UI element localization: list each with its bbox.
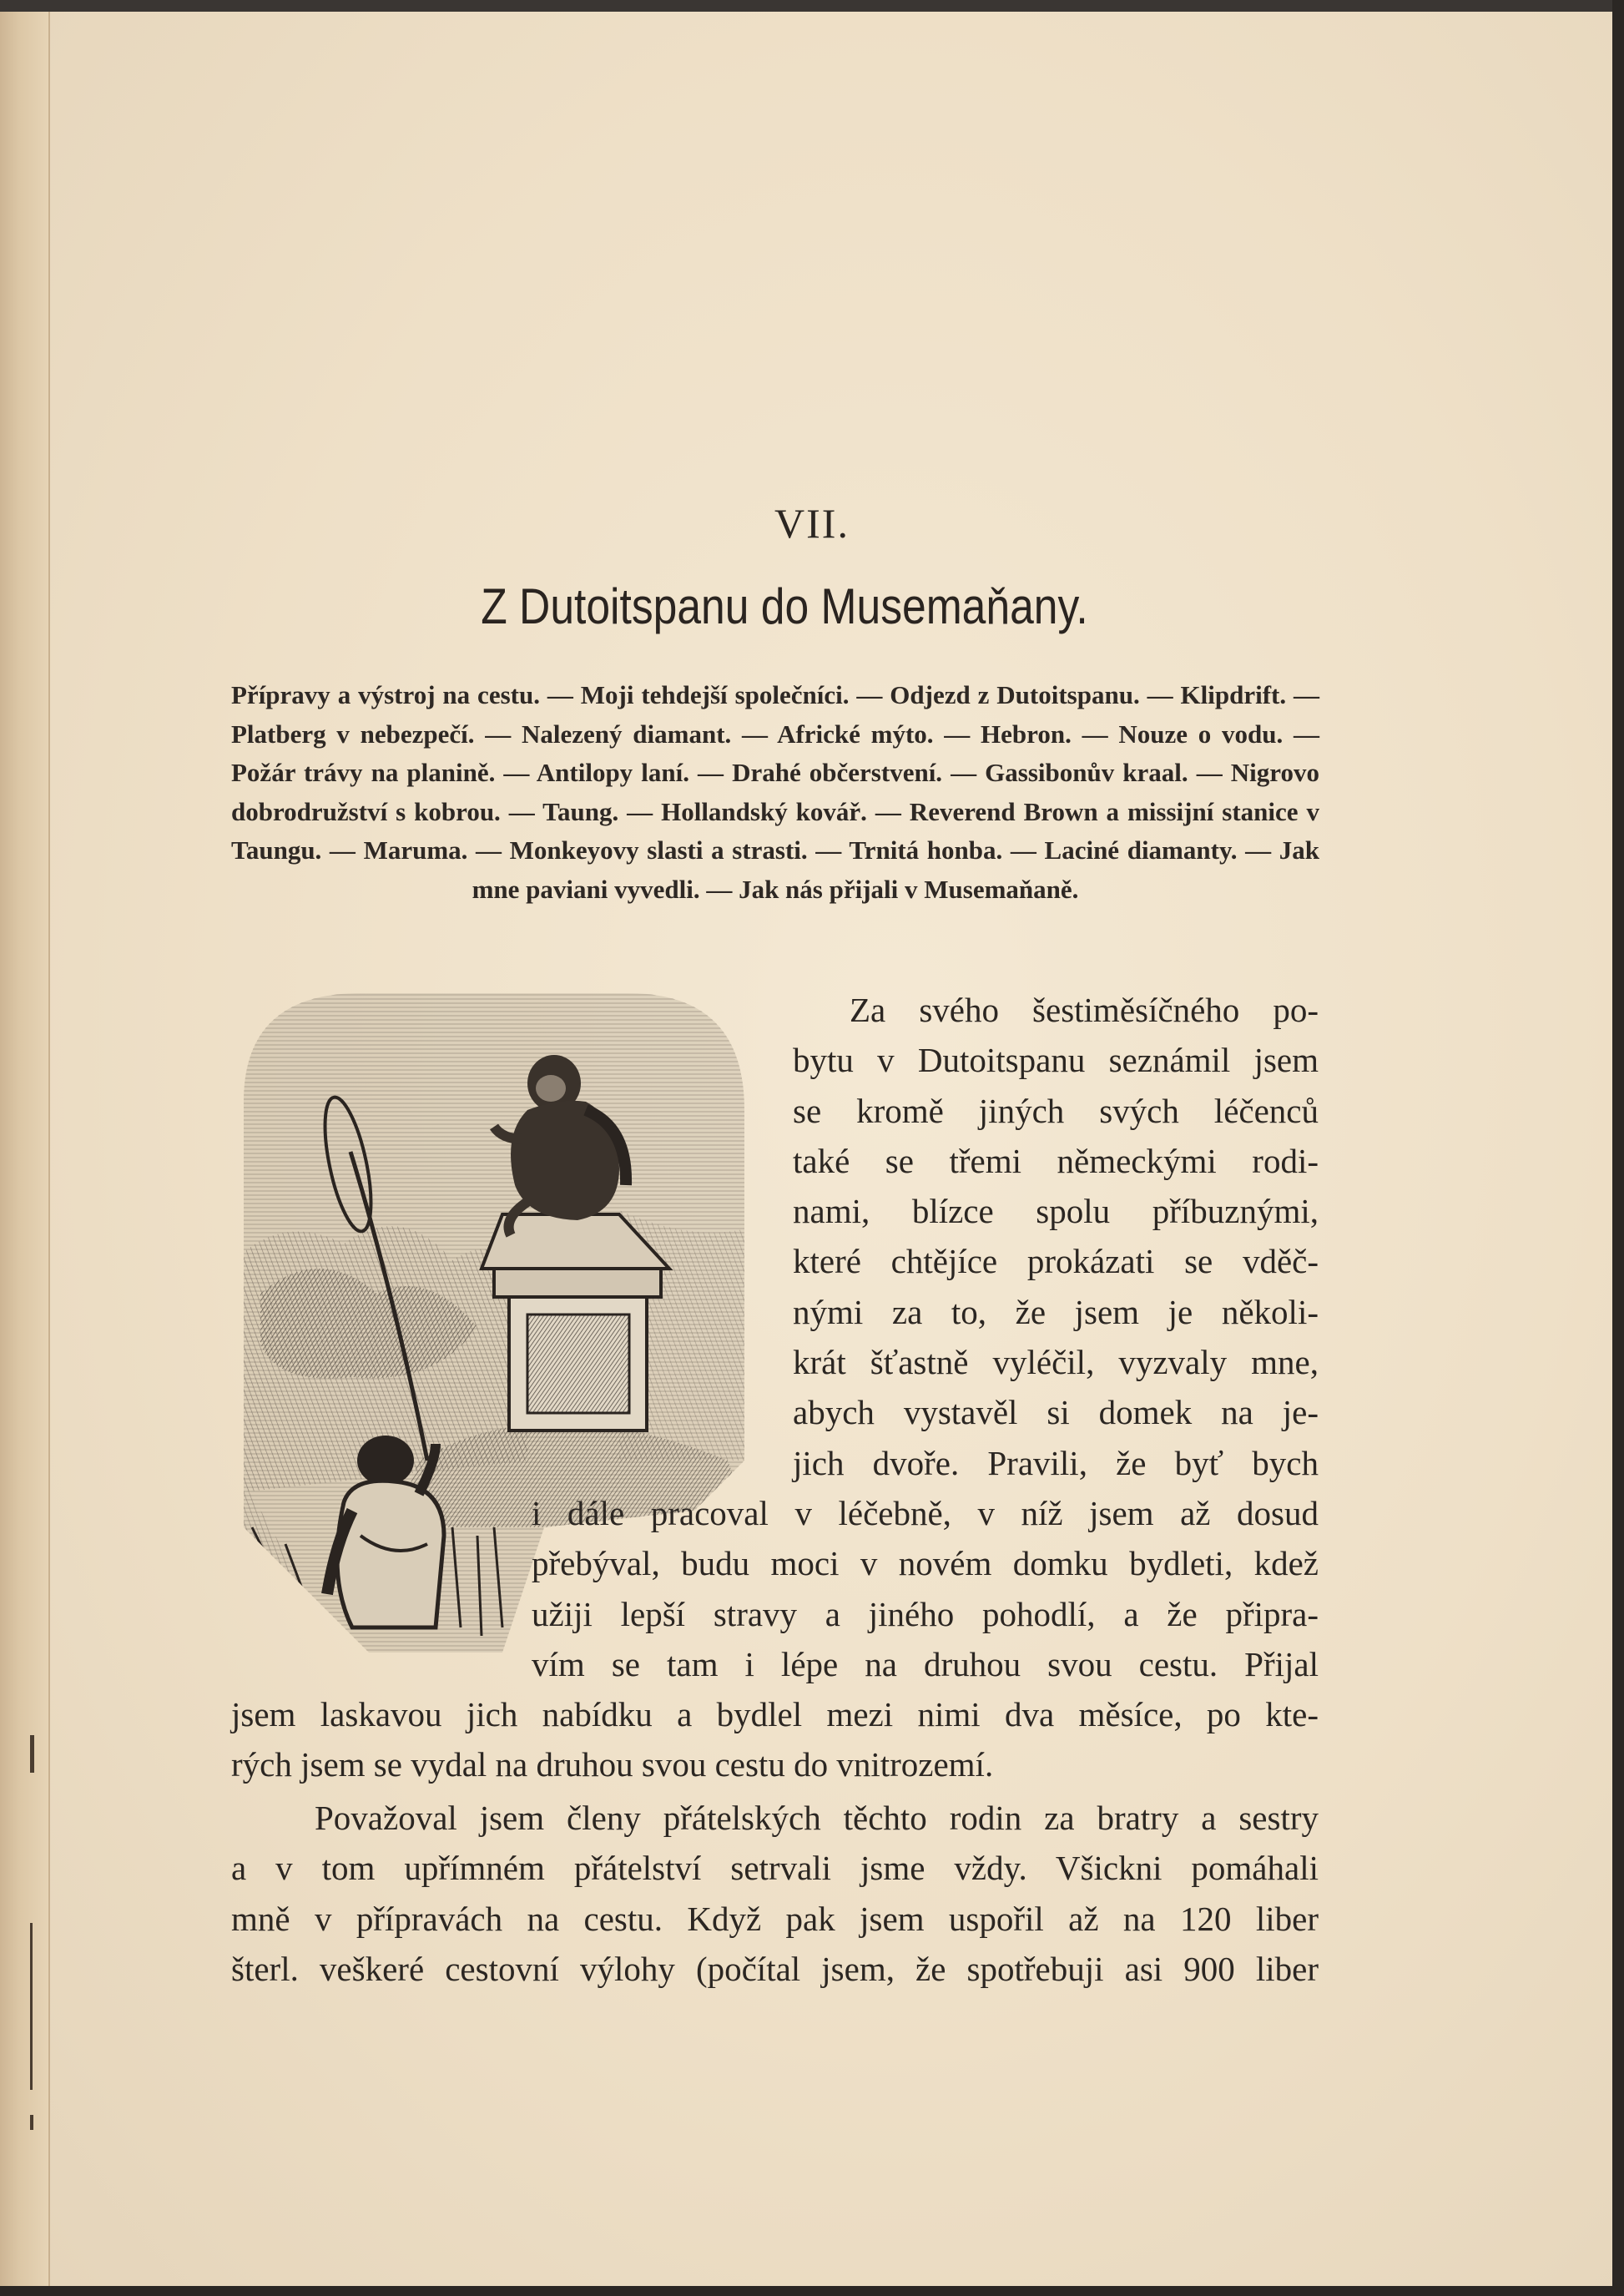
text-line: mně v přípravách na cestu. Když pak jsem uspořil až na 120 liber <box>231 1899 1319 1938</box>
body-text-narrow <box>793 985 1319 1488</box>
chapter-summary: Přípravy a výstroj na cestu. — Moji tehdejší společníci. — Odjezd z Dutoitspanu. — Klipdrift. — Platberg v nebezpečí. — Nalezený diamant. — Africké mýto. — Hebron. — Nouze o vodu. — Požár trávy na planině. — Antilopy laní. — Drahé občerstvení. — Gassibonův kraal. — Nigrovo dobrodružství s kobrou. — Taung. — Hollandský kovář. — Reverend Brown a missijní stanice v Taungu. — Maruma. — Monkeyovy slasti a strasti. — Trnitá honba. — Laciné diamanty. — Jak mne paviani vyvedli. — Jak nás přijali v Musemaňaně. <box>231 680 1319 904</box>
text-line: rých jsem se vydal na druhou svou cestu do vnitrozemí. <box>231 1745 994 1784</box>
text-line: jsem laskavou jich nabídku a bydlel mezi nimi dva měsíce, po kte- <box>231 1695 1319 1733</box>
text-line: Považoval jsem členy přátelských těchto rodin za bratry a sestry <box>315 1799 1319 1837</box>
scan-right-edge <box>1612 0 1624 2296</box>
scan-top-edge <box>0 0 1624 12</box>
text-line: abych vystavěl si domek na je- <box>793 1393 1319 1432</box>
chapter-title: Z Dutoitspanu do Musemaňany. <box>481 578 1088 634</box>
text-line: užiji lepší stravy a jiného pohodlí, a že připra- <box>532 1594 1319 1633</box>
text-line: Za svého šestiměsíčného po- <box>850 991 1319 1029</box>
text-line: vím se tam i lépe na druhou svou cestu. Přijal <box>532 1644 1319 1683</box>
text-line: bytu v Dutoitspanu seznámil jsem <box>793 1041 1319 1080</box>
body-text-full <box>231 1689 1319 1790</box>
text-line: jich dvoře. Pravili, že byť bych <box>793 1443 1319 1482</box>
text-line: které chtějíce prokázati se vděč- <box>793 1242 1319 1281</box>
body-paragraph-2 <box>231 1793 1319 1994</box>
text-line: i dále pracoval v léčebně, v níž jsem až dosud <box>532 1494 1319 1532</box>
gutter-mark <box>30 2115 33 2130</box>
text-line: přebýval, budu moci v novém domku bydleti, kdež <box>532 1544 1319 1583</box>
text-line: a v tom upřímném přátelství setrvali jsme vždy. Všickni pomáhali <box>231 1849 1319 1888</box>
scan-bottom-edge <box>0 2286 1624 2296</box>
gutter-mark <box>30 1735 34 1773</box>
text-line: krát šťastně vyléčil, vyzvaly mne, <box>793 1343 1319 1382</box>
book-gutter <box>0 12 50 2286</box>
text-line: nými za to, že jsem je několi- <box>793 1292 1319 1331</box>
text-line: nami, blízce spolu příbuznými, <box>793 1192 1319 1231</box>
text-line: také se třemi německými rodi- <box>793 1141 1319 1180</box>
gutter-mark <box>30 1923 33 2090</box>
text-line: se kromě jiných svých léčenců <box>793 1091 1319 1130</box>
chapter-number: VII. <box>774 500 850 547</box>
body-text-medium <box>532 1488 1319 1689</box>
text-line: šterl. veškeré cestovní výlohy (počítal jsem, že spotřebuji asi 900 liber <box>231 1949 1319 1988</box>
